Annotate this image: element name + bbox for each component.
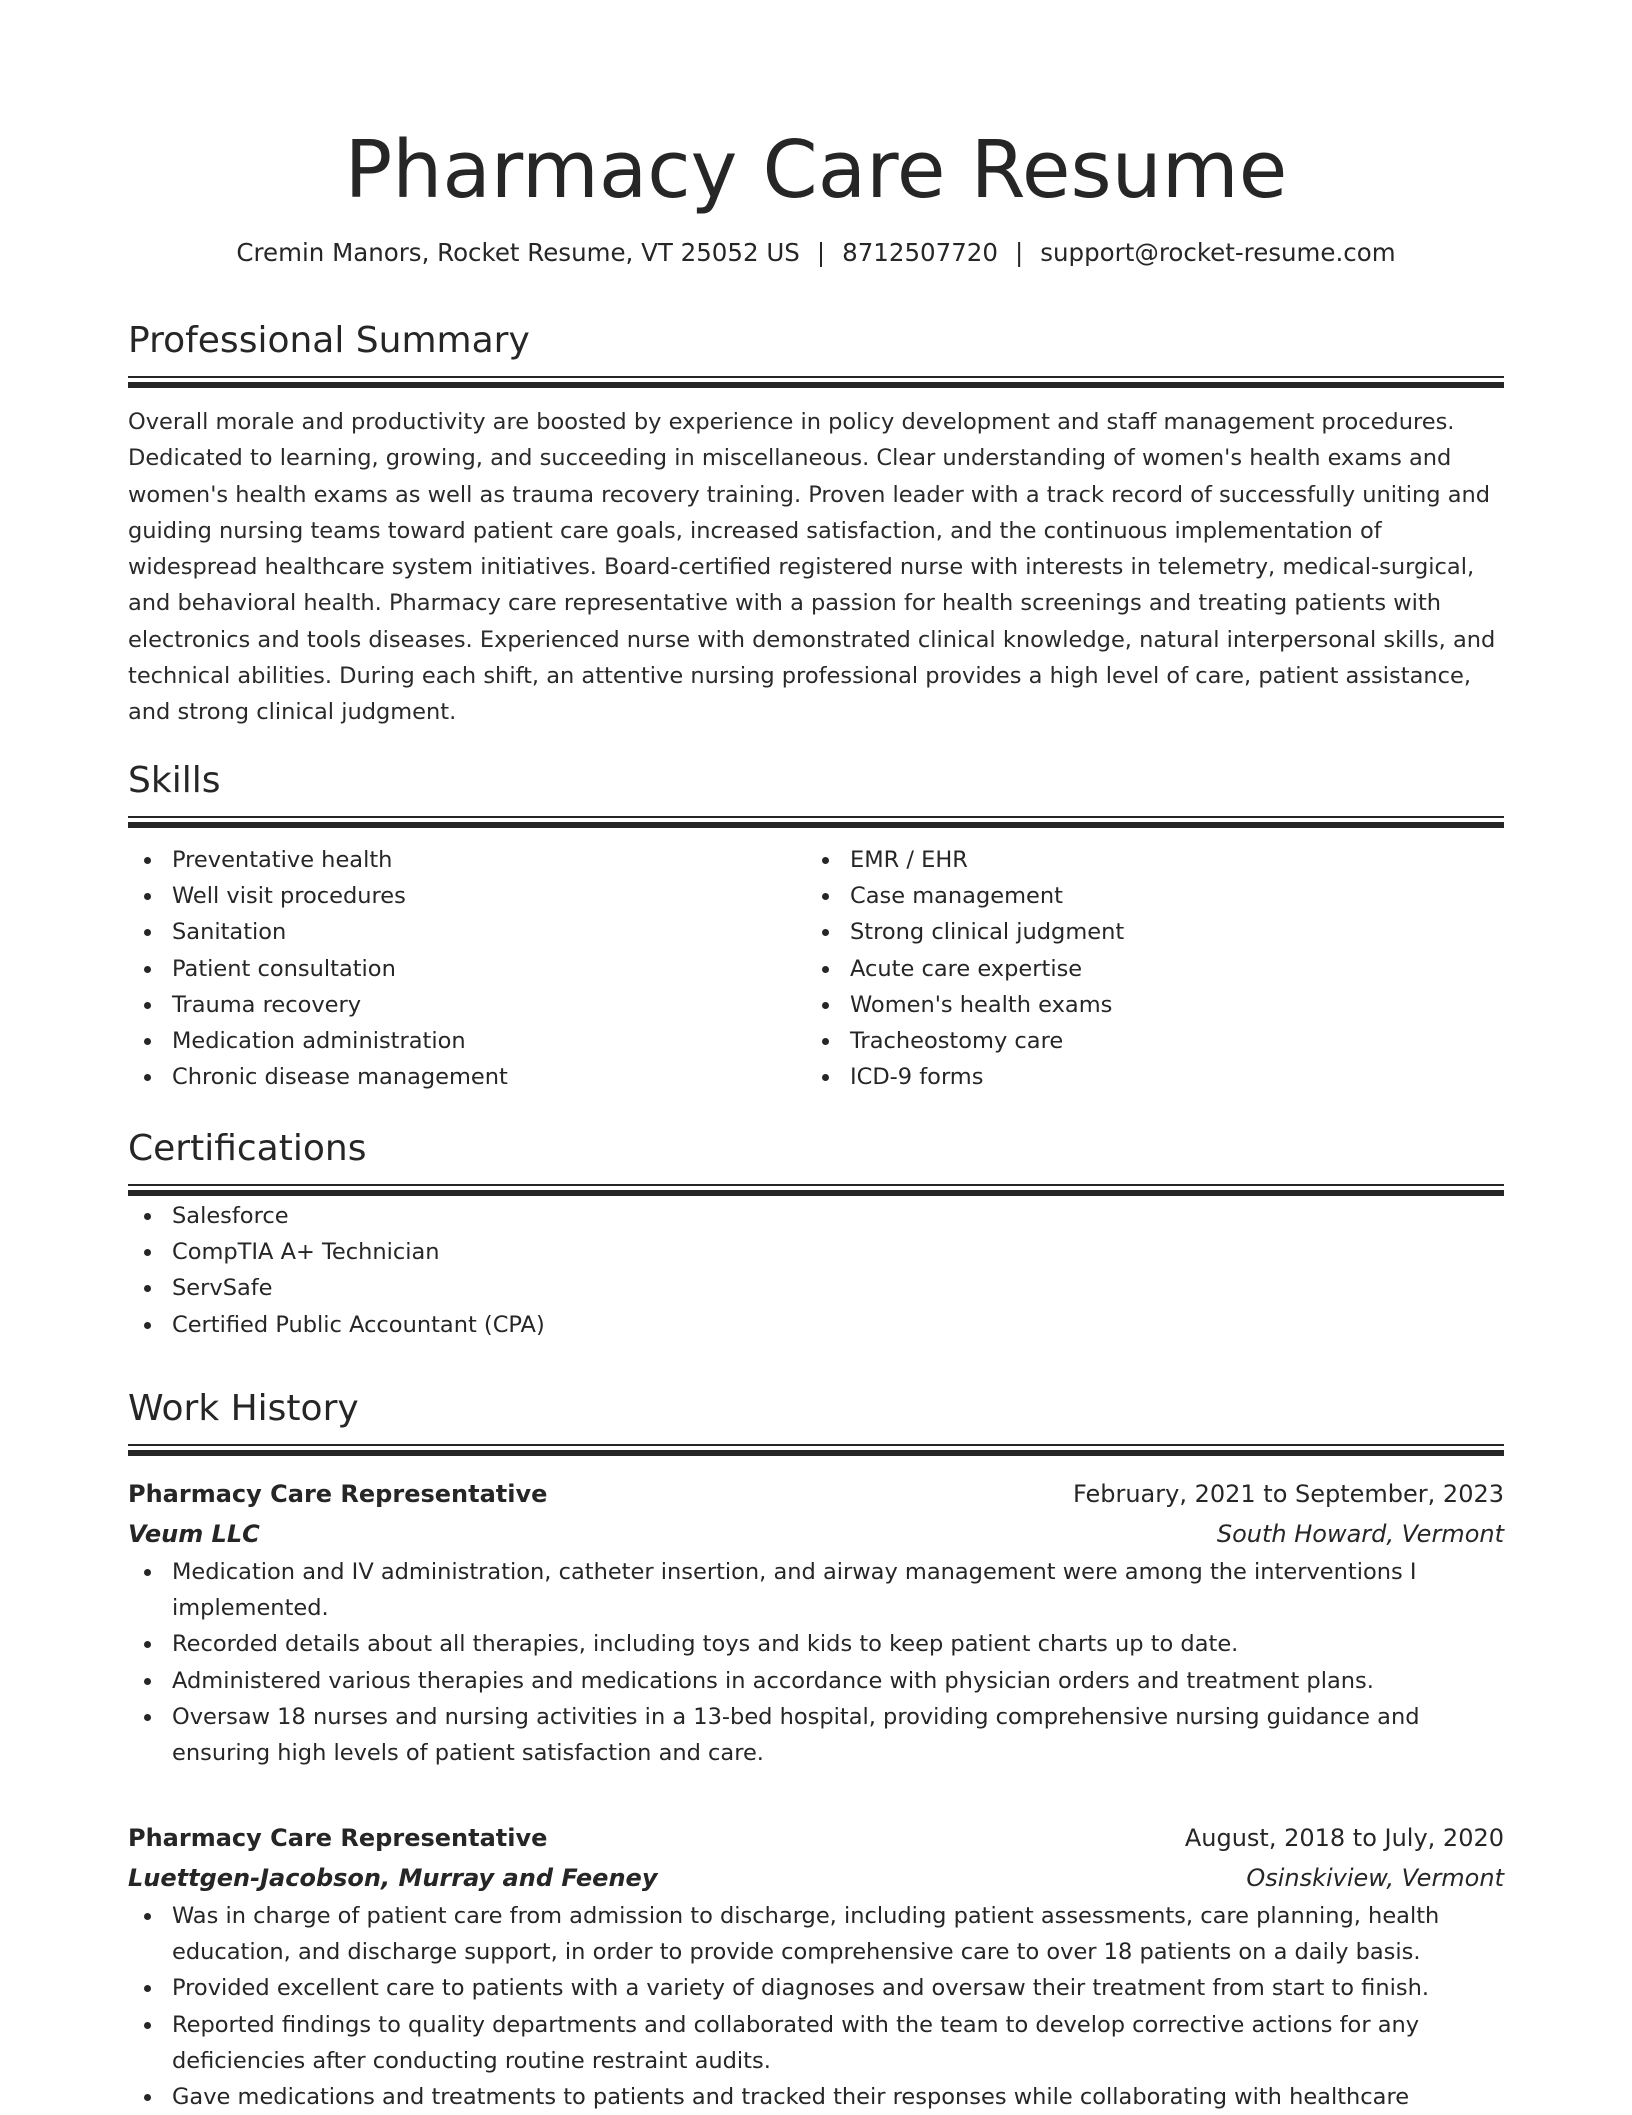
skill-item: Patient consultation — [128, 951, 806, 987]
skill-item: Strong clinical judgment — [806, 914, 1484, 950]
skills-columns — [128, 842, 1504, 1095]
job-entry — [128, 1474, 1504, 1771]
resume-page — [128, 0, 1504, 2111]
skills-heading: Skills — [128, 760, 221, 801]
job-header — [128, 1818, 1504, 1858]
skill-item: Acute care expertise — [806, 951, 1484, 987]
skill-item: Chronic disease management — [128, 1059, 806, 1095]
skill-item: Trauma recovery — [128, 987, 806, 1023]
job-location: Osinskiview, Vermont — [1246, 1864, 1504, 1892]
summary-heading: Professional Summary — [128, 320, 530, 361]
certifications-list — [128, 1198, 1504, 1343]
work-history-heading: Work History — [128, 1388, 359, 1429]
skills-list-right — [806, 842, 1484, 1095]
job-bullet: Medication and IV administration, catheter insertion, and airway management were among the interventions I implemented. — [128, 1554, 1504, 1626]
section-divider — [128, 376, 1504, 390]
skill-item: ICD-9 forms — [806, 1059, 1484, 1095]
job-bullet: Administered various therapies and medications in accordance with physician orders and treatment plans. — [128, 1663, 1504, 1699]
certification-item: ServSafe — [128, 1270, 1504, 1306]
contact-phone: 8712507720 — [842, 238, 998, 267]
job-bullet: Recorded details about all therapies, including toys and kids to keep patient charts up to date. — [128, 1626, 1504, 1662]
skill-item: EMR / EHR — [806, 842, 1484, 878]
skill-item: Preventative health — [128, 842, 806, 878]
skill-item: Sanitation — [128, 914, 806, 950]
job-company: Veum LLC — [128, 1520, 260, 1548]
contact-email: support@rocket-resume.com — [1040, 238, 1396, 267]
skill-item: Medication administration — [128, 1023, 806, 1059]
skills-list-left — [128, 842, 806, 1095]
section-divider — [128, 1444, 1504, 1458]
job-subheader — [128, 1858, 1504, 1898]
job-title: Pharmacy Care Representative — [128, 1824, 548, 1852]
job-bullet: Reported findings to quality departments and collaborated with the team to develop corrective actions for any deficiencies after conducting routine restraint audits. — [128, 2007, 1504, 2079]
summary-text: Overall morale and productivity are boosted by experience in policy development and staff management procedures. Dedicated to learning, growing, and succeeding in miscellaneous. Clear understanding of women's health exams and women's health exams as well as trauma recovery training. Proven leader with a track record of successfully uniting and guiding nursing teams toward patient care goals, increased satisfaction, and the continuous implementation of widespread healthcare system initiatives. Board-certified registered nurse with interests in telemetry, medical-surgical, and behavioral health. Pharmacy care representative with a passion for health screenings and treating patients with electronics and tools diseases. Experienced nurse with demonstrated clinical knowledge, natural interpersonal skills, and technical abilities. During each shift, an attentive nursing professional provides a high level of care, patient assistance, and strong clinical judgment. — [128, 409, 1496, 726]
job-dates: August, 2018 to July, 2020 — [1184, 1824, 1504, 1852]
skill-item: Tracheostomy care — [806, 1023, 1484, 1059]
certification-item: Salesforce — [128, 1198, 1504, 1234]
summary-section — [128, 318, 1504, 731]
job-bullet: Provided excellent care to patients with a variety of diagnoses and oversaw their treatment from start to finish. — [128, 1970, 1504, 2006]
section-divider — [128, 816, 1504, 830]
work-history-section — [128, 1386, 1504, 1458]
certifications-heading: Certifications — [128, 1128, 367, 1169]
job-bullet: Was in charge of patient care from admission to discharge, including patient assessments, care planning, health education, and discharge support, in order to provide comprehensive care to over 18 patients on a daily basis. — [128, 1898, 1504, 1970]
job-bullet-list — [128, 1554, 1504, 1771]
certification-item: CompTIA A+ Technician — [128, 1234, 1504, 1270]
job-company: Luettgen-Jacobson, Murray and Feeney — [128, 1864, 658, 1892]
skills-section — [128, 758, 1504, 1095]
job-subheader — [128, 1514, 1504, 1554]
job-title: Pharmacy Care Representative — [128, 1480, 548, 1508]
resume-title: Pharmacy Care Resume — [344, 124, 1288, 216]
skill-item: Women's health exams — [806, 987, 1484, 1023]
job-dates: February, 2021 to September, 2023 — [1072, 1480, 1504, 1508]
job-header — [128, 1474, 1504, 1514]
skill-item: Well visit procedures — [128, 878, 806, 914]
contact-line — [128, 236, 1504, 270]
certifications-section — [128, 1126, 1504, 1343]
section-divider — [128, 1184, 1504, 1198]
job-bullet-list — [128, 1898, 1504, 2115]
job-bullet: Gave medications and treatments to patients and tracked their responses while collaborating with healthcare — [128, 2079, 1504, 2115]
job-bullet: Oversaw 18 nurses and nursing activities in a 13-bed hospital, providing comprehensive nursing guidance and ensuring high levels of patient satisfaction and care. — [128, 1699, 1504, 1771]
certification-item: Certified Public Accountant (CPA) — [128, 1307, 1504, 1343]
contact-separator: | — [1015, 238, 1024, 267]
skill-item: Case management — [806, 878, 1484, 914]
job-location: South Howard, Vermont — [1216, 1520, 1504, 1548]
contact-separator: | — [816, 238, 826, 267]
job-entry — [128, 1818, 1504, 2115]
contact-address: Cremin Manors, Rocket Resume, VT 25052 US — [236, 238, 800, 267]
